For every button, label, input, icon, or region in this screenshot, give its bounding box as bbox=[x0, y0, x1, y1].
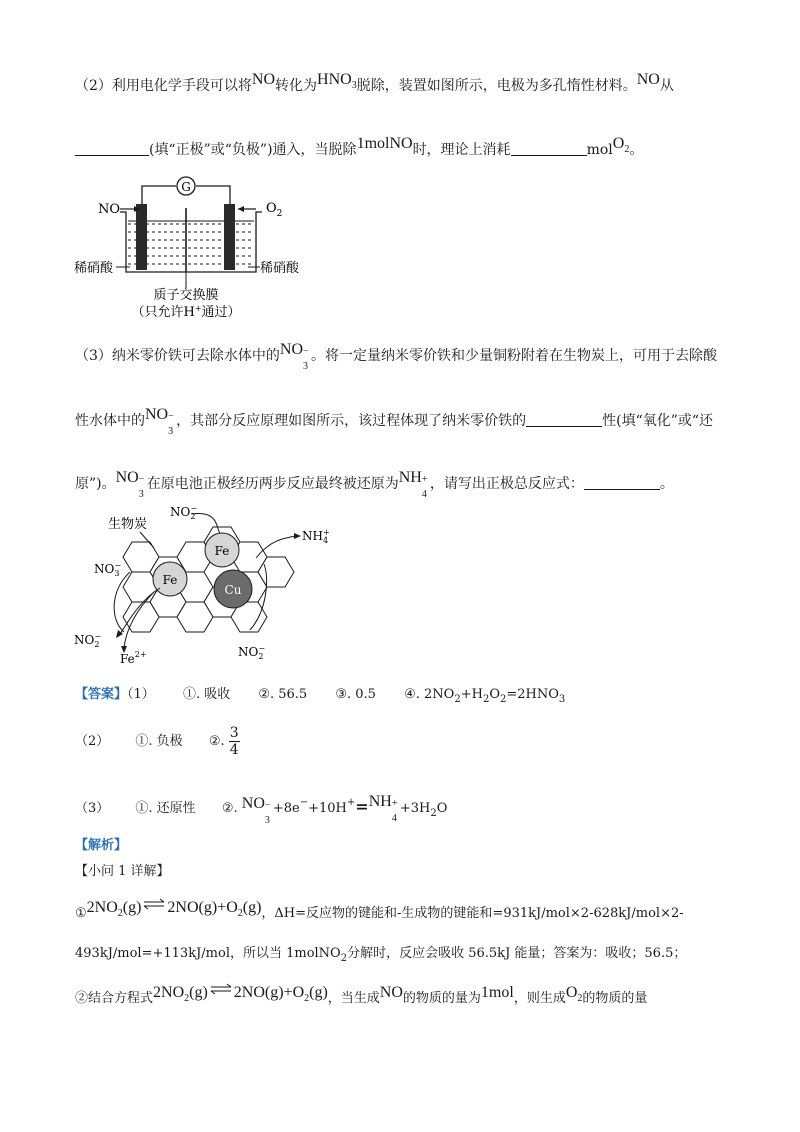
text: 分解时，反应会吸收 56.5kJ 能量；答案为：吸收；56.5； bbox=[347, 946, 687, 961]
text: ②. bbox=[208, 734, 225, 749]
equilibrium-equation bbox=[86, 899, 262, 919]
text: ，则生成 bbox=[513, 991, 566, 1006]
sub: 3 bbox=[138, 489, 144, 500]
formula-no3 bbox=[279, 341, 311, 372]
fe2plus-label: $Fe^{2+}$ bbox=[120, 650, 147, 666]
text: ①. 还原性 bbox=[135, 801, 196, 816]
numerator: 3 bbox=[229, 725, 239, 741]
sub: 2 bbox=[340, 953, 348, 964]
text: NO bbox=[241, 795, 265, 812]
text: O bbox=[436, 801, 448, 816]
sub: 2 bbox=[430, 808, 437, 819]
text: (g) bbox=[122, 899, 142, 916]
sub: 2 bbox=[577, 993, 583, 1004]
part2-line2 bbox=[75, 134, 643, 160]
wire-left bbox=[142, 186, 176, 212]
sup: + bbox=[346, 797, 356, 808]
answer-line3 bbox=[75, 792, 447, 824]
electrochemical-cell-figure bbox=[72, 172, 302, 320]
right-solution-label: 稀硝酸 bbox=[260, 261, 300, 276]
membrane-label: 质子交换膜 bbox=[153, 288, 219, 303]
text: ，ΔH=反应物的键能和-生成物的键能和=931kJ/mol×2-628kJ/mol×2- bbox=[261, 906, 684, 921]
formula-1mol: 1mol bbox=[480, 984, 514, 1001]
text: 。 bbox=[629, 142, 644, 158]
text: ，其部分反应原理如图所示，该过程体现了纳米零价铁的 bbox=[176, 413, 527, 429]
text: (g) bbox=[242, 899, 262, 916]
text: 2NO bbox=[153, 984, 185, 1001]
formula-hno3 bbox=[317, 71, 357, 91]
right-gas-label: $O_2$ bbox=[266, 201, 283, 219]
text: 。将一定量纳米零价铁和少量铜粉附着在生物炭上，可用于去除酸 bbox=[311, 348, 718, 364]
membrane-note: （只允许H+通过） bbox=[131, 304, 241, 320]
sup: + bbox=[421, 474, 428, 485]
sup: − bbox=[299, 797, 309, 808]
text: 2NO(g)+O bbox=[233, 984, 305, 1001]
text: 脱除，装置如图所示，电极为多孔惰性材料。 bbox=[356, 78, 637, 94]
text: NH bbox=[398, 469, 422, 486]
equilibrium-arrow-icon bbox=[143, 898, 165, 910]
text: ②. 56.5 bbox=[258, 687, 308, 702]
no3-left-label: $NO_3-$ bbox=[94, 561, 122, 578]
text: (g) bbox=[189, 984, 208, 1001]
answer-blank[interactable] bbox=[526, 412, 602, 427]
sup: − bbox=[264, 800, 271, 811]
formula-o2 bbox=[565, 984, 583, 1004]
analysis-line1 bbox=[75, 898, 684, 924]
biochar-label: 生物炭 bbox=[108, 517, 148, 532]
analysis-line3 bbox=[75, 983, 647, 1009]
sup: − bbox=[138, 474, 145, 485]
equilibrium-equation bbox=[153, 984, 328, 1004]
text: +10H bbox=[308, 801, 347, 816]
text: （2）利用电化学手段可以将 bbox=[75, 78, 252, 94]
arrow-head-icon bbox=[238, 206, 244, 212]
no2-left-label: $NO_2-$ bbox=[74, 632, 102, 649]
answer-label: 【答案】 bbox=[75, 687, 128, 702]
formula-o2 bbox=[612, 135, 630, 155]
formula-1molno: 1molNO bbox=[356, 135, 413, 152]
arrow-head-icon bbox=[294, 533, 301, 539]
text: +8e bbox=[272, 801, 300, 816]
text: =2HNO bbox=[506, 687, 559, 702]
text: ②. bbox=[221, 801, 238, 816]
text: NO bbox=[145, 406, 169, 423]
text: ③. 0.5 bbox=[335, 687, 376, 702]
sup: − bbox=[303, 346, 309, 357]
formula-no3 bbox=[241, 795, 273, 826]
sub: 2 bbox=[117, 908, 123, 919]
text: (g) bbox=[309, 984, 328, 1001]
analysis-line2 bbox=[75, 944, 686, 969]
sub: 3 bbox=[558, 694, 566, 705]
text: +3H bbox=[399, 801, 431, 816]
sub: 3 bbox=[168, 426, 174, 437]
formula-no3 bbox=[145, 406, 176, 437]
text: ，请写出正极总反应式： bbox=[429, 476, 584, 492]
text: 在原电池正极经历两步反应最终被还原为 bbox=[146, 476, 399, 492]
part2-line1 bbox=[75, 70, 674, 96]
right-electrode bbox=[224, 204, 235, 270]
text: 从 bbox=[659, 78, 674, 94]
formula-nh4 bbox=[368, 793, 400, 824]
text: 的物质的量 bbox=[582, 991, 648, 1006]
sup: + bbox=[391, 798, 398, 809]
text: ，当生成 bbox=[327, 991, 380, 1006]
cu-label: Cu bbox=[224, 583, 242, 597]
part3-line3 bbox=[75, 468, 674, 500]
sub: 2 bbox=[482, 694, 490, 705]
equals-sign: = bbox=[355, 797, 369, 816]
text: 时，理论上消耗 bbox=[412, 142, 511, 158]
sub: 3 bbox=[303, 361, 309, 372]
galvanometer-label: G bbox=[181, 180, 191, 194]
fraction bbox=[229, 725, 240, 758]
sub: 2 bbox=[304, 993, 310, 1004]
text: 原”)。 bbox=[75, 476, 116, 492]
formula-answer bbox=[404, 687, 566, 705]
text: ②结合方程式 bbox=[75, 991, 154, 1006]
denominator: 4 bbox=[229, 742, 239, 758]
left-electrode bbox=[136, 204, 147, 270]
part3-line2 bbox=[75, 405, 714, 437]
text: （3）纳米零价铁可去除水体中的 bbox=[75, 348, 280, 364]
text: ①. 吸收 bbox=[182, 687, 231, 702]
sub: 2 bbox=[184, 993, 190, 1004]
answer-line1 bbox=[75, 685, 565, 710]
sup: − bbox=[168, 411, 174, 422]
equilibrium-arrow-icon bbox=[210, 983, 232, 995]
answer-blank[interactable] bbox=[75, 141, 149, 156]
text: 转化为 bbox=[275, 78, 318, 94]
text: 性(填“氧化”或“还 bbox=[602, 413, 714, 429]
no2-bottom-label: $NO_2-$ bbox=[238, 644, 266, 661]
analysis-label: 【解析】 bbox=[75, 838, 128, 853]
sub: 3 bbox=[351, 80, 357, 91]
text: NO bbox=[115, 469, 139, 486]
formula-no: NO bbox=[251, 71, 276, 88]
answer-blank[interactable] bbox=[511, 141, 587, 156]
text: 的物质的量为 bbox=[402, 991, 481, 1006]
fe-label: Fe bbox=[214, 544, 230, 558]
sub: 4 bbox=[391, 813, 397, 824]
nh4-label: $NH_4+$ bbox=[302, 528, 330, 545]
text: O bbox=[565, 984, 578, 1001]
answer-line2 bbox=[75, 722, 240, 762]
formula-no: NO bbox=[636, 71, 660, 88]
text: NH bbox=[368, 793, 392, 810]
answer-blank[interactable] bbox=[584, 475, 660, 490]
sub: 3 bbox=[264, 815, 270, 826]
part3-line1 bbox=[75, 340, 718, 372]
text: （1） bbox=[127, 687, 155, 702]
left-solution-label: 稀硝酸 bbox=[74, 261, 114, 276]
text: HNO bbox=[317, 71, 352, 88]
text: NO bbox=[279, 341, 304, 358]
text: (填“正极”或“负极”)通入，当脱除 bbox=[149, 142, 357, 158]
text: ①. 负极 bbox=[135, 734, 183, 749]
sub: 2 bbox=[237, 908, 243, 919]
sub: 2 bbox=[624, 144, 630, 155]
text: （2） bbox=[75, 734, 110, 749]
text: O bbox=[612, 135, 625, 152]
text: ④. 2NO bbox=[404, 687, 455, 702]
fe-label: Fe bbox=[162, 573, 178, 587]
text: 493kJ/mol=+113kJ/mol，所以当 1molNO bbox=[75, 946, 341, 961]
text: （3） bbox=[75, 801, 110, 816]
no2-top-label: $NO_2-$ bbox=[170, 504, 198, 521]
nano-iron-reaction-figure bbox=[70, 500, 340, 670]
formula-nh4 bbox=[398, 469, 430, 500]
left-gas-label: NO bbox=[98, 202, 121, 217]
text: O bbox=[489, 687, 500, 702]
text: 2NO(g)+O bbox=[167, 899, 238, 916]
sub: 4 bbox=[421, 489, 427, 500]
text: 2NO bbox=[86, 899, 118, 916]
text: ① bbox=[75, 906, 87, 921]
text: 性水体中的 bbox=[75, 413, 145, 429]
text: mol bbox=[586, 142, 613, 158]
sub: 2 bbox=[499, 694, 507, 705]
formula-no: NO bbox=[379, 984, 403, 1001]
formula-no3 bbox=[115, 469, 147, 500]
subquestion-heading: 【小问 1 详解】 bbox=[75, 864, 170, 879]
sub: 2 bbox=[454, 694, 461, 705]
text: +H bbox=[460, 687, 483, 702]
text: 。 bbox=[659, 476, 674, 492]
